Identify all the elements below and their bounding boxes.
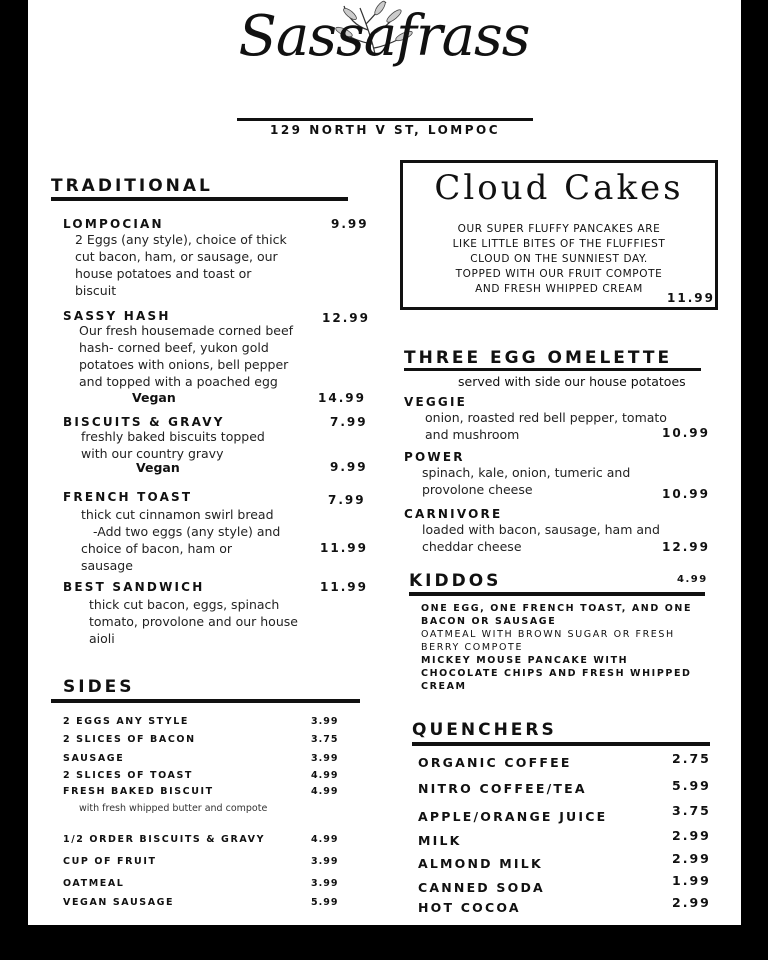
side-price: 4.99 (311, 770, 339, 781)
add-eggs-price: 11.99 (320, 541, 368, 555)
side-price: 4.99 (311, 834, 339, 845)
side-price: 3.75 (311, 734, 339, 745)
drink-name: MILK (418, 833, 462, 848)
item-price: 12.99 (322, 311, 370, 325)
side-name: 1/2 ORDER BISCUITS & GRAVY (63, 834, 266, 845)
drink-name: APPLE/ORANGE JUICE (418, 809, 608, 824)
side-price: 3.99 (311, 878, 339, 889)
item-price: 11.99 (320, 580, 368, 594)
quenchers-heading: QUENCHERS (412, 720, 557, 740)
side-price: 4.99 (311, 786, 339, 797)
sides-divider (51, 699, 360, 703)
omelette-heading: THREE EGG OMELETTE (404, 348, 673, 368)
side-name: FRESH BAKED BISCUIT (63, 786, 214, 797)
kiddos-options: ONE EGG, ONE FRENCH TOAST, AND ONE BACON OR SAUSAGE OATMEAL WITH BROWN SUGAR OR FRESH BERRY COMPOTE MICKEY MOUSE PANCAKE WITH CHOCOLATE CHIPS AND FRESH WHIPPED CREAM (421, 603, 693, 692)
item-name: SASSY HASH (63, 309, 171, 323)
item-desc: loaded with bacon, sausage, ham and cheddar cheese (422, 522, 660, 554)
side-name: OATMEAL (63, 878, 125, 889)
side-name: 2 EGGS ANY STYLE (63, 716, 189, 727)
omelette-divider (404, 368, 701, 371)
address: 129 NORTH V ST, LOMPOC (269, 123, 501, 137)
cloud-cakes-price: 11.99 (667, 291, 715, 305)
side-name: SAUSAGE (63, 753, 125, 764)
side-price: 3.99 (311, 856, 339, 867)
drink-price: 3.75 (672, 803, 711, 818)
item-name: BEST SANDWICH (63, 580, 205, 594)
item-desc: spinach, kale, onion, tumeric and provolone cheese (422, 465, 631, 497)
side-name: 2 SLICES OF BACON (63, 734, 196, 745)
vegan-price: 14.99 (318, 391, 366, 405)
drink-price: 5.99 (672, 778, 711, 793)
item-name: CARNIVORE (404, 507, 503, 521)
drink-price: 2.99 (672, 828, 711, 843)
side-note: with fresh whipped butter and compote (79, 803, 268, 814)
item-desc: thick cut bacon, eggs, spinach tomato, provolone and our house aioli (89, 597, 298, 646)
quenchers-divider (412, 742, 710, 746)
brand-logo: Sassafrass (238, 4, 530, 69)
item-price: 10.99 (662, 426, 710, 440)
item-desc: thick cut cinnamon swirl bread -Add two eggs (any style) and choice of bacon, ham or sausage (81, 507, 281, 573)
drink-price: 2.99 (672, 895, 711, 910)
vegan-label: Vegan (132, 390, 176, 405)
kiddos-divider (409, 592, 705, 596)
item-price: 7.99 (328, 493, 366, 507)
vegan-price: 9.99 (330, 460, 368, 474)
item-name: BISCUITS & GRAVY (63, 415, 225, 429)
vegan-label: Vegan (136, 460, 180, 475)
item-price: 7.99 (330, 415, 368, 429)
address-divider (237, 118, 533, 121)
drink-price: 2.99 (672, 851, 711, 866)
traditional-divider (51, 197, 348, 201)
item-name: POWER (404, 450, 465, 464)
item-name: FRENCH TOAST (63, 490, 193, 504)
sides-heading: SIDES (63, 677, 135, 697)
drink-price: 1.99 (672, 873, 711, 888)
drink-name: ORGANIC COFFEE (418, 755, 572, 770)
item-price: 10.99 (662, 487, 710, 501)
side-name: VEGAN SAUSAGE (63, 897, 175, 908)
item-desc: onion, roasted red bell pepper, tomato and mushroom (425, 410, 667, 442)
item-desc: Our fresh housemade corned beef hash- corned beef, yukon gold potatoes with onions, bell pepper and topped with a poached egg (79, 323, 294, 389)
item-price: 9.99 (331, 217, 369, 231)
item-desc: 2 Eggs (any style), choice of thick cut bacon, ham, or sausage, our house potatoes and toast or biscuit (75, 232, 287, 298)
item-price: 12.99 (662, 540, 710, 554)
kiddos-heading: KIDDOS (409, 571, 502, 591)
item-desc: freshly baked biscuits topped with our country gravy (81, 429, 265, 461)
side-name: 2 SLICES OF TOAST (63, 770, 194, 781)
side-price: 3.99 (311, 753, 339, 764)
item-name: VEGGIE (404, 395, 468, 409)
item-name: LOMPOCIAN (63, 217, 164, 231)
traditional-heading: TRADITIONAL (51, 176, 213, 196)
cloud-cakes-title: Cloud Cakes (434, 168, 684, 208)
side-name: CUP OF FRUIT (63, 856, 157, 867)
drink-name: ALMOND MILK (418, 856, 543, 871)
cloud-cakes-desc: OUR SUPER FLUFFY PANCAKES ARE LIKE LITTLE BITES OF THE FLUFFIEST CLOUD ON THE SUNNIEST DAY. TOPPED WITH OUR FRUIT COMPOTE AND FRESH WHIPPED CREAM (452, 223, 666, 295)
drink-name: NITRO COFFEE/TEA (418, 781, 587, 796)
omelette-subtitle: served with side our house potatoes (458, 374, 686, 389)
kiddos-price: 4.99 (677, 574, 708, 585)
drink-name: CANNED SODA (418, 880, 545, 895)
side-price: 3.99 (311, 716, 339, 727)
drink-name: HOT COCOA (418, 900, 521, 915)
side-price: 5.99 (311, 897, 339, 908)
drink-price: 2.75 (672, 751, 711, 766)
